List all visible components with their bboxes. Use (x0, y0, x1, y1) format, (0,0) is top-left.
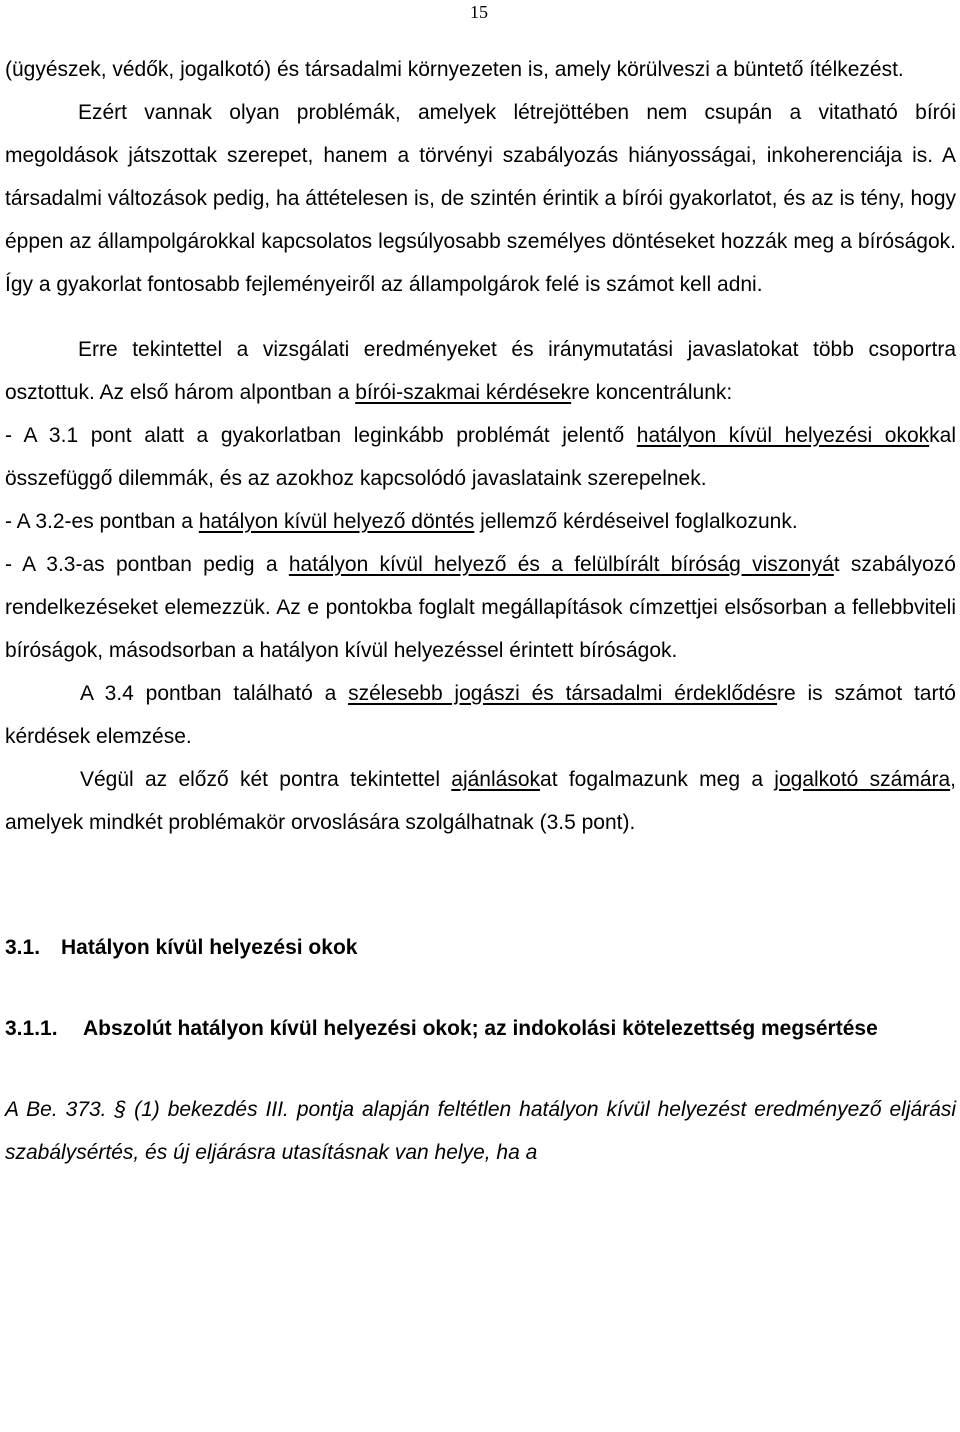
subsection-heading (5, 1007, 956, 1050)
paragraph-problems: Ezért vannak olyan problémák, amelyek létrejöttében nem csupán a vitatható bírói megoldások játszottak szerepet, hanem a törvényi szabályozás hiányosságai, inkoherenciája is. A társadalmi változások pedig, ha áttételesen is, de szintén érintik a bírói gyakorlatot, és az is tény, hogy éppen az állampolgárokkal kapcsolatos legsúlyosabb személyes döntéseket hozzák meg a bíróságok. Így a gyakorlat fontosabb fejleményeiről az állampolgárok felé is számot kell adni. (5, 101, 956, 296)
underlined-term: hatályon kívül helyező döntés (198, 510, 475, 533)
paragraph-recommendations (5, 758, 956, 844)
paragraph-text: , amelyek mindkét problémakör orvoslására szolgálhatnak (3.5 pont). (5, 768, 957, 834)
list-item-3-2 (5, 500, 956, 543)
paragraph-text: A 3.4 pontban található a (80, 682, 349, 705)
section-heading (5, 926, 956, 969)
list-item-text: jellemző kérdéseivel foglalkozunk. (474, 510, 798, 533)
subsection-number: 3.1.1. (5, 1017, 58, 1040)
list-item-text: t szabályozó rendelkezéseket elemezzük. Az e pontokba foglalt megállapítások címzettjei elsősorban a fellebbviteli bíróságok, másodsorban a hatályon kívül helyezéssel érintett bíróságok. (5, 553, 956, 662)
list-item-text: - A 3.1 pont alatt a gyakorlatban leginkább problémát jelentő (5, 424, 637, 447)
overview-text: re koncentrálunk: (571, 381, 733, 404)
list-item-3-1 (5, 414, 956, 500)
document-body (5, 48, 956, 1174)
underlined-term: ajánlások (451, 768, 541, 791)
underlined-term: szélesebb jogászi és társadalmi érdeklődés (348, 682, 778, 705)
paragraph-text: Végül az előző két pontra tekintettel (80, 768, 452, 791)
list-item-text: kal összefüggő dilemmák, és az azokhoz kapcsolódó javaslataink szerepelnek. (5, 424, 956, 490)
list-item-text: - A 3.3-as pontban pedig a (5, 553, 289, 576)
paragraph-overview (5, 328, 956, 414)
section-number: 3.1. (5, 936, 41, 959)
list-item-text: - A 3.2-es pontban a (5, 510, 199, 533)
list-item-3-3 (5, 543, 956, 672)
underlined-term: hatályon kívül helyező és a felülbírált bíróság viszonyá (288, 553, 834, 576)
subsection-title: Abszolút hatályon kívül helyezési okok; az indokolási kötelezettség megsértése (83, 1017, 878, 1040)
page-number: 15 (470, 2, 488, 22)
paragraph-intro-continued: (ügyészek, védők, jogalkotó) és társadalmi környezeten is, amely körülveszi a büntető ítélkezést. (5, 58, 904, 81)
overview-text: Erre tekintettel a vizsgálati eredményeket és iránymutatási javaslatokat több csoportra osztottuk. Az első három alpontban a (5, 338, 956, 404)
underlined-term: jogalkotó számára (774, 768, 951, 791)
underlined-term: bírói-szakmai kérdések (355, 381, 572, 404)
paragraph-3-4 (5, 672, 956, 758)
paragraph-legal-basis: A Be. 373. § (1) bekezdés III. pontja alapján feltétlen hatályon kívül helyezést eredményező eljárási szabálysértés, és új eljárásra utasításnak van helye, ha a (5, 1098, 956, 1164)
underlined-term: hatályon kívül helyezési okok (636, 424, 930, 447)
paragraph-text: at fogalmazunk meg a (540, 768, 775, 791)
section-title: Hatályon kívül helyezési okok (61, 936, 358, 959)
paragraph-text: re is számot tartó kérdések elemzése. (5, 682, 956, 748)
